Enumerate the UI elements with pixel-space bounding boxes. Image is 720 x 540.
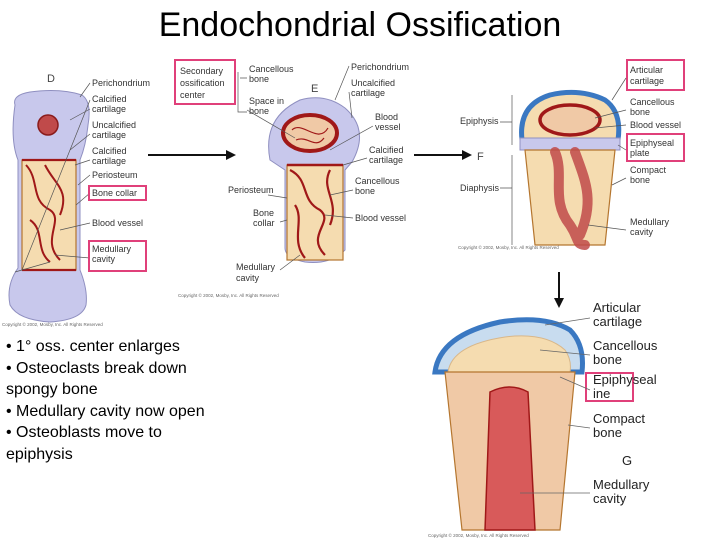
label-bone: bone <box>249 74 270 84</box>
label-epiphyseal: Epiphyseal <box>593 372 657 387</box>
label-medullary: Medullary <box>593 477 650 492</box>
label-bone: bone <box>249 106 270 116</box>
label-center: center <box>180 90 206 100</box>
label-bone: bone <box>355 186 376 196</box>
copyright-text: Copyright © 2002, Mosby, Inc. All Rights Reserved <box>458 245 559 250</box>
label-epiphysis: Epiphysis <box>460 116 499 126</box>
bullet-item: • Osteoblasts move to epiphysis <box>6 424 162 463</box>
label-cartilage: cartilage <box>593 314 643 329</box>
label-calcified: Calcified <box>369 145 404 155</box>
label-bone-collar: Bone collar <box>92 188 138 198</box>
label-bone: bone <box>593 352 622 367</box>
label-cartilage: cartilage <box>369 155 404 165</box>
label-calcified: Calcified <box>92 94 127 104</box>
bullet-list <box>6 336 221 465</box>
label-cartilage: cartilage <box>351 88 386 98</box>
label-perichondrium: Perichondrium <box>351 62 410 72</box>
panel-f <box>458 60 684 250</box>
cancellous-bone <box>540 105 600 135</box>
label-diaphysis: Diaphysis <box>460 183 500 193</box>
label-cancellous: Cancellous <box>630 97 675 107</box>
epiphyseal-plate <box>520 138 620 150</box>
label-periosteum: Periosteum <box>92 170 138 180</box>
label-blood-vessel: Blood vessel <box>355 213 407 223</box>
label-cartilage: cartilage <box>630 76 665 86</box>
copyright-text: Copyright © 2002, Mosby, Inc. All Rights Reserved <box>2 322 103 327</box>
copyright-text: Copyright © 2002, Mosby, Inc. All Rights Reserved <box>428 533 529 538</box>
bullet-item: • 1° oss. center enlarges <box>6 338 180 355</box>
labels-d <box>92 78 150 264</box>
label-cancellous: Cancellous <box>355 176 400 186</box>
panel-letter-g: G <box>622 453 633 468</box>
label-uncalcified: Uncalcified <box>351 78 396 88</box>
label-cavity: cavity <box>593 491 627 506</box>
label-medullary: Medullary <box>92 244 132 254</box>
label-cartilage: cartilage <box>92 104 127 114</box>
label-cavity: cavity <box>630 227 654 237</box>
panel-g <box>428 300 658 538</box>
label-cartilage: cartilage <box>92 130 127 140</box>
label-secondary: Secondary <box>180 66 224 76</box>
label-uncalcified: Uncalcified <box>92 120 137 130</box>
label-epiphyseal: Epiphyseal <box>630 138 675 148</box>
label-plate: plate <box>630 148 650 158</box>
label-bone: bone <box>630 107 651 117</box>
label-cavity: cavity <box>92 254 116 264</box>
panel-letter-d: D <box>47 73 55 85</box>
label-bone: bone <box>593 425 622 440</box>
label-articular: Articular <box>630 65 664 75</box>
bullet-item: • Osteoclasts break down spongy bone <box>6 359 187 398</box>
page-title: Endochondrial Ossification <box>158 6 562 44</box>
label-perichondrium: Perichondrium <box>92 78 151 88</box>
label-bone: Bone <box>253 208 275 218</box>
label-blood-vessel: Blood vessel <box>92 218 144 228</box>
arrow-head <box>226 150 236 160</box>
label-compact: Compact <box>630 165 667 175</box>
labels-g <box>593 300 658 506</box>
label-ossification: ossification <box>180 78 225 88</box>
label-compact: Compact <box>593 411 646 426</box>
bone-collar <box>22 160 76 270</box>
arrow-head <box>554 298 564 308</box>
bone-collar <box>287 165 343 260</box>
bullet-item: • Medullary cavity now open <box>6 402 205 420</box>
label-cartilage: cartilage <box>92 156 127 166</box>
label-blood-vessel: Blood vessel <box>630 120 682 130</box>
panel-letter-f: F <box>477 151 484 163</box>
label-space-in: Space in <box>249 96 285 106</box>
label-calcified: Calcified <box>92 146 127 156</box>
secondary-ossification-center <box>283 115 337 151</box>
panel-letter-e: E <box>311 83 319 95</box>
label-cancellous: Cancellous <box>593 338 658 353</box>
panel-e <box>175 60 409 298</box>
secondary-center <box>38 115 58 135</box>
label-articular: Articular <box>593 300 641 315</box>
label-medullary: Medullary <box>630 217 670 227</box>
label-medullary: Medullary <box>236 262 276 272</box>
arrow-head <box>462 150 472 160</box>
label-cavity: cavity <box>236 273 260 283</box>
label-bone: bone <box>630 175 651 185</box>
label-periosteum: Periosteum <box>228 185 274 195</box>
label-collar: collar <box>253 218 275 228</box>
label-blood: Blood <box>375 112 399 122</box>
label-ine: ine <box>593 386 611 401</box>
medullary-cavity <box>485 387 535 530</box>
panel-d <box>2 73 150 327</box>
label-cancellous: Cancellous <box>249 64 294 74</box>
label-vessel: vessel <box>375 122 401 132</box>
copyright-text: Copyright © 2002, Mosby, Inc. All Rights Reserved <box>178 293 279 298</box>
